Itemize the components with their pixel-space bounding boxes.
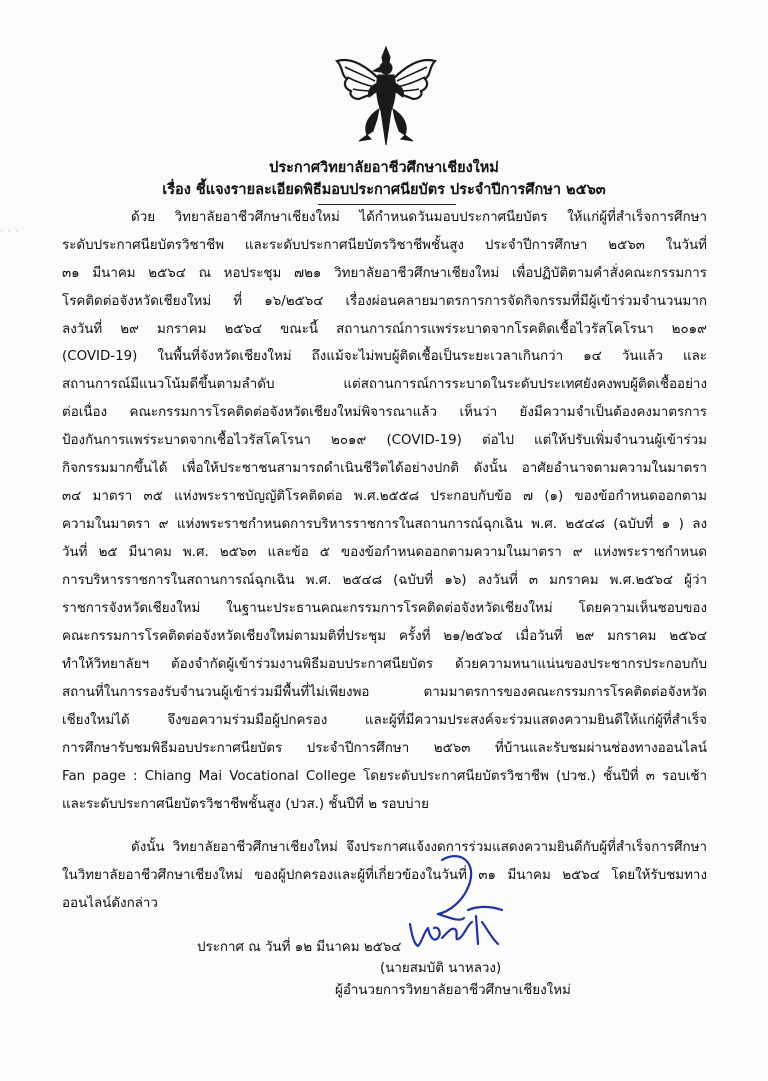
body-line: ๓๑ มีนาคม ๒๕๖๔ ณ หอประชุม ๗๒๑ วิทยาลัยอาชีวศึกษาเชียงใหม่ เพื่อปฏิบัติตามคำสั่งคณะกรรมการ [62, 266, 707, 281]
body-line: ทำให้วิทยาลัยฯ ต้องจำกัดผู้เข้าร่วมงานพิธีมอบประกาศนียบัตร ด้วยความหนาแน่นของประชากรประกอบกับ [62, 657, 707, 672]
body-line: ด้วย วิทยาลัยอาชีวศึกษาเชียงใหม่ ได้กำหนดวันมอบประกาศนียบัตร ให้แก่ผู้ที่สำเร็จการศึกษา [131, 210, 707, 225]
body-line: การบริหารราชการในสถานการณ์ฉุกเฉิน พ.ศ. ๒๕๔๘ (ฉบับที่ ๑๖) ลงวันที่ ๓ มกราคม พ.ศ.๒๕๖๔ ผู้ว่า [62, 573, 707, 588]
body-line: ป้องกันการแพร่ระบาดจากเชื้อไวรัสโคโรนา ๒๐๑๙ (COVID-19) ต่อไป แต่ให้ปรับเพิ่มจำนวนผู้เข้าร่วม [62, 433, 707, 448]
signature-icon [398, 852, 508, 957]
body-line: สถานการณ์มีแนวโน้มดีขึ้นตามลำดับ แต่สถานการณ์การระบาดในระดับประเทศยังคงพบผู้ติดเชื้ออย่าง [62, 377, 707, 392]
body-line: ราชการจังหวัดเชียงใหม่ ในฐานะประธานคณะกรรมการโรคติดต่อจังหวัดเชียงใหม่ โดยความเห็นชอบของ [62, 601, 707, 616]
body-line: และระดับประกาศนียบัตรวิชาชีพชั้นสูง (ปวส.) ชั้นปีที่ ๒ รอบบ่าย [62, 797, 429, 812]
body-line: เชียงใหม่ได้ จึงขอความร่วมมือผู้ปกครอง และผู้ที่มีความประสงค์จะร่วมแสดงความยินดีให้แก่ผู้ที่สำเร็จ [62, 713, 707, 728]
announce-date: ประกาศ ณ วันที่ ๑๒ มีนาคม ๒๕๖๔ [197, 940, 402, 955]
body-line: ต่อเนื่อง คณะกรรมการโรคติดต่อจังหวัดเชียงใหม่พิจารณาแล้ว เห็นว่า ยังมีความจำเป็นต้องคงมาตรการ [62, 405, 707, 420]
body-line: Fan page : Chiang Mai Vocational College โดยระดับประกาศนียบัตรวิชาชีพ (ปวช.) ชั้นปีที่ ๓ รอบเช้า [62, 769, 707, 784]
body-line: ลงวันที่ ๒๙ มกราคม ๒๕๖๔ ขณะนี้ สถานการณ์การแพร่ระบาดจากโรคติดเชื้อไวรัสโคโรนา ๒๐๑๙ [62, 322, 707, 337]
body-line: กิจกรรมมากขึ้นได้ เพื่อให้ประชาชนสามารถดำเนินชีวิตได้อย่างปกติ ดังนั้น อาศัยอำนาจตามความในมาตรา [62, 461, 707, 476]
body-line: ในวิทยาลัยอาชีวศึกษาเชียงใหม่ ของผู้ปกครองและผู้ที่เกี่ยวข้องในวันที่ ๓๑ มีนาคม ๒๕๖๔ โดยให้รับชมทาง [62, 868, 707, 883]
body-line: ออนไลน์ดังกล่าว [62, 896, 158, 911]
document-subject: เรื่อง ชี้แจงรายละเอียดพิธีมอบประกาศนียบัตร ประจำปีการศึกษา ๒๕๖๓ [162, 182, 606, 198]
document-title: ประกาศวิทยาลัยอาชีวศึกษาเชียงใหม่ [269, 160, 499, 176]
signer-name: (นายสมบัติ นาหลวง) [380, 961, 502, 976]
body-line: ดังนั้น วิทยาลัยอาชีวศึกษาเชียงใหม่ จึงประกาศแจ้งงดการร่วมแสดงความยินดีกับผู้ที่สำเร็จการศึกษา [131, 840, 707, 855]
garuda-emblem-icon [333, 45, 439, 147]
body-line: ๓๔ มาตรา ๓๕ แห่งพระราชบัญญัติโรคติดต่อ พ.ศ.๒๕๕๘ ประกอบกับข้อ ๗ (๑) ของข้อกำหนดออกตาม [62, 489, 707, 504]
body-line: คณะกรรมการโรคติดต่อจังหวัดเชียงใหม่ตามมติที่ประชุม ครั้งที่ ๒๑/๒๕๖๔ เมื่อวันที่ ๒๙ มกราคม ๒๕๖๔ [62, 629, 707, 644]
body-line: สถานที่ในการรองรับจำนวนผู้เข้าร่วมมีพื้นที่ไม่เพียงพอ ตามมาตรการของคณะกรรมการโรคติดต่อจังหวัด [62, 685, 707, 700]
body-line: การศึกษารับชมพิธีมอบประกาศนียบัตร ประจำปีการศึกษา ๒๕๖๓ ที่บ้านและรับชมผ่านช่องทางออนไลน์ [62, 741, 707, 756]
body-line: (COVID-19) ในพื้นที่จังหวัดเชียงใหม่ ถึงแม้จะไม่พบผู้ติดเชื้อเป็นระยะเวลาเกินกว่า ๑๔ วันแล้ว และ [62, 349, 707, 364]
title-divider [318, 204, 456, 205]
signer-title: ผู้อำนวยการวิทยาลัยอาชีวศึกษาเชียงใหม่ [335, 983, 571, 998]
body-line: ความในมาตรา ๙ แห่งพระราชกำหนดการบริหารราชการในสถานการณ์ฉุกเฉิน พ.ศ. ๒๕๔๘ (ฉบับที่ ๑ ) ลง [62, 517, 707, 532]
scan-mark: · · · [0, 227, 20, 237]
body-line: ระดับประกาศนียบัตรวิชาชีพ และระดับประกาศนียบัตรวิชาชีพชั้นสูง ประจำปีการศึกษา ๒๕๖๓ ในวันที่ [62, 238, 707, 253]
body-line: โรคติดต่อจังหวัดเชียงใหม่ ที่ ๑๖/๒๕๖๔ เรื่องผ่อนคลายมาตรการการจัดกิจกรรมที่มีผู้เข้าร่วมจำนวนมาก [62, 294, 707, 309]
body-line: วันที่ ๒๕ มีนาคม พ.ศ. ๒๕๖๓ และข้อ ๕ ของข้อกำหนดออกตามความในมาตรา ๙ แห่งพระราชกำหนด [62, 545, 707, 560]
